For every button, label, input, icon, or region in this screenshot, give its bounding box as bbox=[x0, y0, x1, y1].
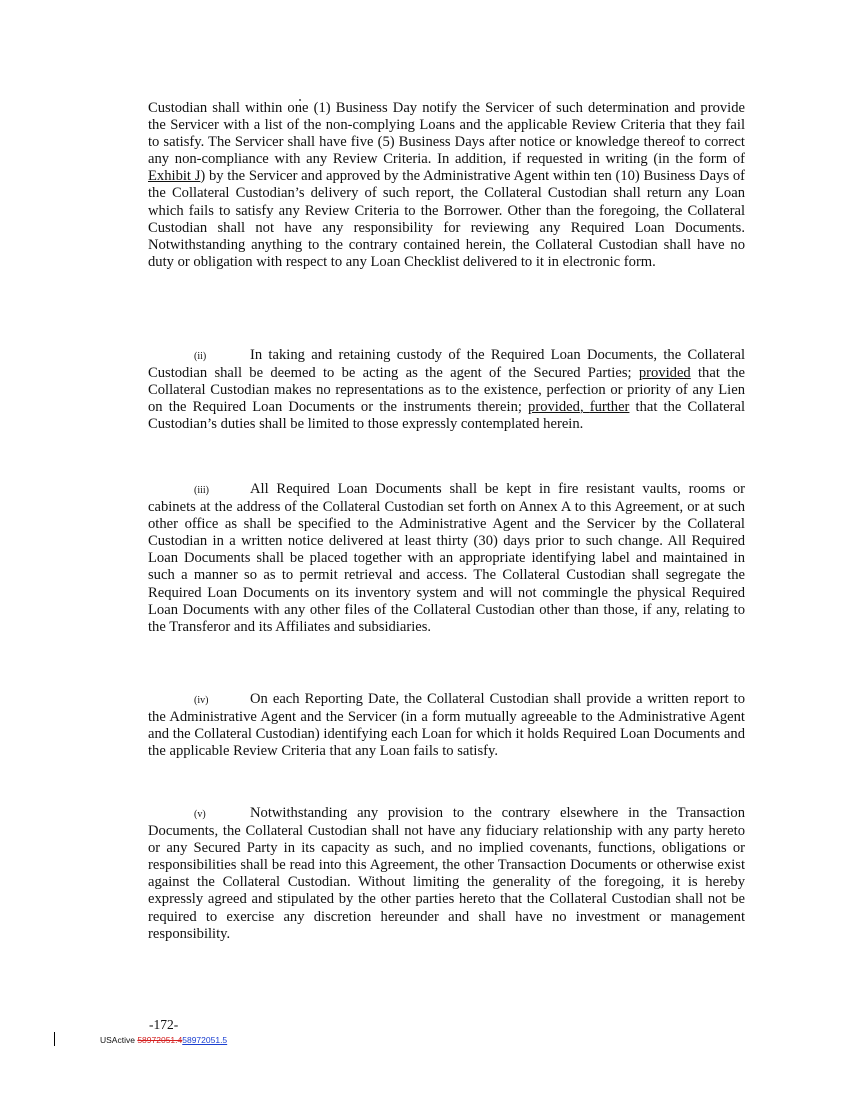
inserted-doc-number: 58972051.5 bbox=[182, 1035, 228, 1045]
paragraph-continued bbox=[148, 100, 745, 271]
paragraph-iii bbox=[148, 481, 745, 636]
paragraph-text: In taking and retaining custody of the Required Loan Documents, the Collateral Custodian shall be deemed to be acting as the agent of the Secured Parties; bbox=[148, 347, 745, 382]
deleted-doc-number: 58972051.4 bbox=[137, 1035, 183, 1045]
provided-term: provided bbox=[638, 365, 691, 382]
change-bar bbox=[54, 1032, 55, 1046]
paragraph-text: All Required Loan Documents shall be kept in fire resistant vaults, rooms or cabinets at the address of the Collateral Custodian set forth on Annex A to this Agreement, or at such other office as shall be specified to the Administrative Agent and the Servicer by the Collateral Custodian in a written notice delivered at least thirty (30) days prior to such change. All Required Loan Documents shall be placed together with an appropriate identifying label and maintained in such a manner so as to permit retrieval and access. The Collateral Custodian shall segregate the Required Loan Documents on its inventory system and will not commingle the physical Required Loan Documents with any other files of the Collateral Custodian other than those, if any, relating to the Transferor and its Affiliates and subsidiaries. bbox=[148, 481, 745, 635]
comma: , bbox=[579, 399, 590, 416]
paragraph-text: that the Collateral Custodian’s duties shall be limited to those expressly contemplated herein. bbox=[148, 399, 746, 433]
further-term: further bbox=[589, 399, 630, 416]
paragraph-text: Custodian shall within one (1) Business Day notify the Servicer of such determination and provide the Servicer with a list of the non-complying Loans and the applicable Review Criteria that they fail to satisfy. The Servicer shall have five (5) Business Days after notice or knowledge thereof to correct any non-compliance with any Review Criteria. In addition, if requested in writing (in the form of bbox=[148, 100, 745, 168]
doc-prefix: USActive bbox=[100, 1035, 138, 1045]
paragraph-number: (ii) bbox=[194, 351, 207, 362]
paragraph-number: (v) bbox=[194, 809, 206, 820]
paragraph-text: that the Collateral Custodian makes no representations as to the existence, perfection or priority of any Lien on the Required Loan Documents or the instruments therein; bbox=[148, 365, 745, 416]
paragraph-text: ) by the Servicer and approved by the Administrative Agent within ten (10) Business Days of the Collateral Custodian’s delivery of such report, the Collateral Custodian shall return any Loan which fails to satisfy any Review Criteria to the Borrower. Other than the foregoing, the Collateral Custodian shall not have any responsibility for reviewing any Required Loan Documents. Notwithstanding anything to the contrary contained herein, the Collateral Custodian shall have no duty or obligation with respect to any Loan Checklist delivered to it in electronic form. bbox=[148, 168, 745, 270]
paragraph-iv bbox=[148, 691, 745, 760]
paragraph-v bbox=[148, 805, 745, 943]
paragraph-ii bbox=[148, 347, 745, 433]
paragraph-number: (iv) bbox=[194, 695, 209, 706]
paragraph-text: Notwithstanding any provision to the contrary elsewhere in the Transaction Documents, the Collateral Custodian shall not have any fiduciary relationship with any party hereto or any Secured Party in its capacity as such, and no implied covenants, functions, obligations or responsibilities shall be read into this Agreement, the other Transaction Documents or otherwise exist against the Collateral Custodian. Without limiting the generality of the foregoing, it is hereby expressly agreed and stipulated by the other parties hereto that the Collateral Custodian shall not be required to exercise any discretion hereunder and shall have no investment or management responsibility. bbox=[148, 805, 745, 942]
exhibit-reference: Exhibit J bbox=[148, 168, 201, 185]
paragraph-number: (iii) bbox=[194, 485, 209, 496]
paragraph-text: On each Reporting Date, the Collateral Custodian shall provide a written report to the Administrative Agent and the Servicer (in a form mutually agreeable to the Administrative Agent and the Collateral Custodian) identifying each Loan for which it holds Required Loan Documents and the applicable Review Criteria that any Loan fails to satisfy. bbox=[148, 691, 745, 760]
provided-term: provided bbox=[528, 399, 580, 416]
page-number: -172- bbox=[149, 1017, 179, 1032]
document-id bbox=[100, 1035, 227, 1045]
